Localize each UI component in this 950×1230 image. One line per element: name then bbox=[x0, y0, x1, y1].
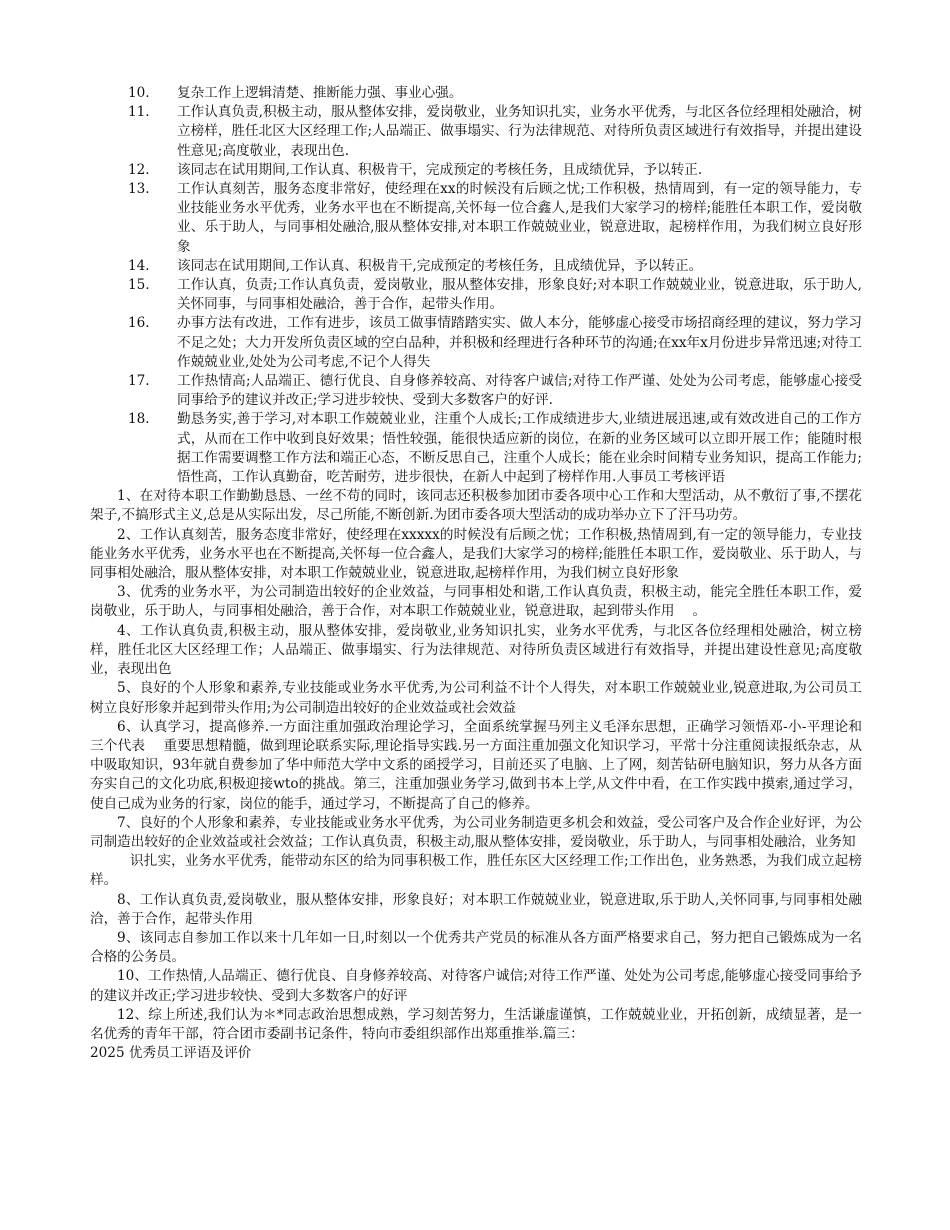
paragraph: 2、工作认真刻苦，服务态度非常好，使经理在xxxxx的时候没有后顾之忧；工作积极,热情周到,有一定的领导能力，专业技能业务水平优秀，业务水平也在不断提高,关怀每一位合鑫人，是我们大家学习的榜样;能胜任本职工作，爱岗敬业、乐于助人，与同事相处融洽，服从整体安排，对本职工作兢兢业业，锐意进取,起榜样作用，为我们树立良好形象 bbox=[90, 526, 862, 582]
item-number: 14. bbox=[128, 257, 150, 274]
item-number: 10. bbox=[128, 85, 150, 101]
paragraph: 8、工作认真负责,爱岗敬业，服从整体安排，形象良好；对本职工作兢兢业业，锐意进取,乐于助人,关怀同事,与同事相处融洽，善于合作，起带头作用 bbox=[90, 891, 862, 927]
paragraph: 6、认真学习，提高修养.一方面注重加强政治理论学习，全面系统掌握马列主义毛泽东思想，正确学习领悟邓-小-平理论和 三个代表 重要思想精髓，做到理论联系实际,理论指导实践.另一方面注重加强文化知识学习，平常十分注重阅读报纸杂志，从中吸取知识，93年就自费参加了华中师范大学中文系的函授学习，目前还买了电脑、上了网，刻苦钻研电脑知识，努力从各方面夯实自己的文化功底,积极迎接wto的挑战。第三，注重加强业务学习,做到书本上学,从文件中看，在工作实践中摸索,通过学习，使自己成为业务的行家，岗位的能手，通过学习，不断提高了自己的修养。 bbox=[90, 718, 876, 812]
item-text: 该同志在试用期间,工作认真、积极肯干,完成预定的考核任务，且成绩优异，予以转正。 bbox=[177, 257, 703, 274]
item-number: 15. bbox=[128, 277, 150, 294]
item-number: 12. bbox=[128, 161, 150, 178]
list-item bbox=[90, 410, 862, 487]
list-item bbox=[90, 257, 862, 276]
item-number: 18. bbox=[128, 411, 150, 428]
numbered-list bbox=[90, 84, 862, 487]
paragraph: 10、工作热情,人品端正、德行优良、自身修养较高、对待客户诚信;对待工作严谨、处处为公司考虑,能够虚心接受同事给予的建议并改正;学习进步较快、受到大多数客户的好评 bbox=[90, 968, 862, 1004]
item-text: 该同志在试用期间,工作认真、积极肯干，完成预定的考核任务，且成绩优异，予以转正. bbox=[177, 161, 703, 178]
item-number: 13. bbox=[128, 181, 150, 198]
item-text: 办事方法有改进，工作有进步，该员工做事情踏踏实实、做人本分，能够虚心接受市场招商经理的建议，努力学习不足之处；大力开发所负责区域的空白品种，并积极和经理进行各种环节的沟通;在xx年x月份进步异常迅速;对待工作兢兢业业,处处为公司考虑,不记个人得失 bbox=[177, 315, 862, 370]
paragraph: 5、良好的个人形象和素养,专业技能或业务水平优秀,为公司利益不计个人得失，对本职工作兢兢业业,锐意进取,为公司员工树立良好形象并起到带头作用;为公司制造出较好的企业效益或社会效益 bbox=[90, 680, 862, 716]
list-item bbox=[90, 314, 862, 372]
item-text: 工作热情高;人品端正、德行优良、自身修养较高、对待客户诚信;对待工作严谨、处处为公司考虑，能够虚心接受同事给予的建议并改正;学习进步较快、受到大多数客户的好评. bbox=[177, 373, 862, 409]
body-paragraphs bbox=[90, 487, 876, 1063]
paragraph: 4、工作认真负责,积极主动，服从整体安排，爱岗敬业,业务知识扎实，业务水平优秀，与北区各位经理相处融洽，树立榜样，胜任北区大区经理工作；人品端正、做事塌实、行为法律规范、对待所负责区域进行有效指导，并提出建设性意见;高度敬业，表现出色 bbox=[90, 622, 862, 678]
item-number: 11. bbox=[128, 104, 150, 121]
paragraph: 1、在对待本职工作勤勤恳恳、一丝不苟的同时，该同志还积极参加团市委各项中心工作和大型活动，从不敷衍了事,不摆花架子,不搞形式主义,总是从实际出发，尽己所能,不断创新.为团市委各项大型活动的成功举办立下了汗马功劳。 bbox=[90, 488, 862, 524]
item-text: 勤恳务实,善于学习,对本职工作兢兢业业，注重个人成长;工作成绩进步大,业绩进展迅速,或有效改进自己的工作方式，从而在工作中收到良好效果；悟性较强，能很快适应新的岗位，在新的业务区域可以立即开展工作；能随时根据工作需要调整工作方法和端正心态，不断反思自己，注重个人成长；能在业余时间精专业务知识，提高工作能力;悟性高，工作认真勤奋，吃苦耐劳，进步很快，在新人中起到了榜样作用.人事员工考核评语 bbox=[177, 411, 862, 486]
paragraph: 9、该同志自参加工作以来十几年如一日,时刻以一个优秀共产党员的标准从各方面严格要求自己，努力把自己锻炼成为一名合格的公务员。 bbox=[90, 929, 862, 966]
item-text: 工作认真刻苦，服务态度非常好，使经理在xx的时候没有后顾之忧;工作积极，热情周到，有一定的领导能力，专业技能业务水平优秀，业务水平也在不断提高,关怀每一位合鑫人,是我们大家学习的榜样;能胜任本职工作，爱岗敬业、乐于助人，与同事相处融洽,服从整体安排,对本职工作兢兢业业，锐意进取，起榜样作用，为我们树立良好形象 bbox=[177, 181, 862, 255]
list-item bbox=[90, 103, 862, 161]
paragraph: 3、优秀的业务水平，为公司制造出较好的企业效益，与同事相处和谐,工作认真负责，积极主动，能完全胜任本职工作，爱岗敬业，乐于助人，与同事相处融洽，善于合作，对本职工作兢兢业业，锐意进取，起到带头作用 。 bbox=[90, 584, 862, 620]
item-number: 17. bbox=[128, 373, 150, 390]
item-text: 复杂工作上逻辑清楚、推断能力强、事业心强。 bbox=[177, 85, 463, 101]
paragraph-continuation: 识扎实，业务水平优秀，能带动东区的给为同事积极工作，胜任东区大区经理工作;工作出色，业务熟悉，为我们成立起榜样。 bbox=[90, 853, 862, 889]
paragraph: 7、良好的个人形象和素养，专业技能或业务水平优秀，为公司业务制造更多机会和效益，受公司客户及合作企业好评，为公司制造出较好的企业效益或社会效益；工作认真负责，积极主动,服从整体安排，爱岗敬业，乐于助人，与同事相处融洽，业务知 bbox=[90, 814, 862, 850]
list-item bbox=[90, 84, 862, 103]
item-text: 工作认真，负责;工作认真负责，爱岗敬业，服从整体安排，形象良好;对本职工作兢兢业业，锐意进取，乐于助人,关怀同事，与同事相处融洽，善于合作，起带头作用。 bbox=[177, 277, 862, 313]
list-item bbox=[90, 180, 862, 257]
list-item bbox=[90, 276, 862, 314]
section-heading: 2025 优秀员工评语及评价 bbox=[90, 1045, 252, 1062]
paragraph bbox=[90, 1006, 862, 1064]
paragraph-text: 12、综上所述,我们认为＊*同志政治思想成熟，学习刻苦努力，生活谦虚谨慎，工作兢兢业业，开拓创新，成绩显著，是一名优秀的青年干部，符合团市委副书记条件，特向市委组织部作出郑重推举.篇三： bbox=[90, 1006, 862, 1042]
list-item bbox=[90, 161, 862, 180]
item-number: 16. bbox=[128, 315, 150, 332]
item-text: 工作认真负责,积极主动，服从整体安排，爱岗敬业，业务知识扎实，业务水平优秀，与北区各位经理相处融洽，树立榜样，胜任北区大区经理工作;人品端正、做事塌实、行为法律规范、对待所负责区域进行有效指导，并提出建设性意见;高度敬业，表现出色. bbox=[177, 104, 862, 159]
document-page bbox=[90, 84, 876, 1063]
list-item bbox=[90, 372, 862, 410]
